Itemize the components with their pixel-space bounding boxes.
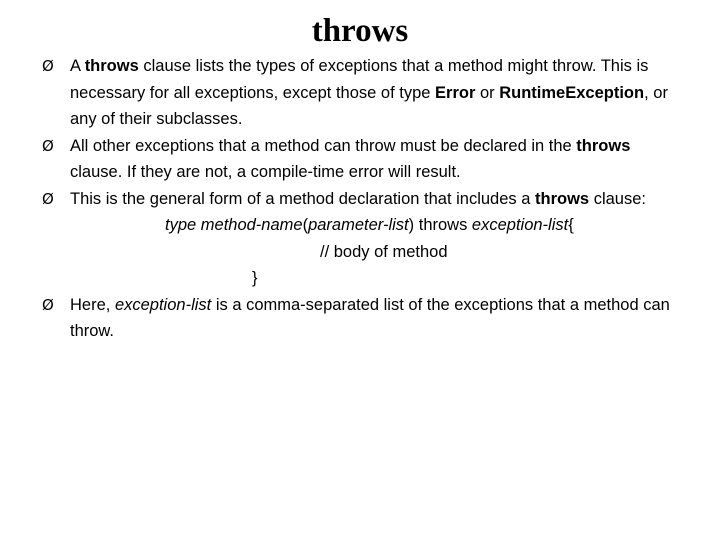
arrow-bullet-icon: Ø	[42, 57, 54, 75]
text-segment: or	[475, 83, 500, 102]
arrow-bullet-icon: Ø	[42, 189, 54, 208]
bullet-text	[70, 133, 682, 186]
bullet-item	[42, 292, 682, 345]
bullet-item	[42, 133, 682, 186]
bullet-text	[70, 186, 682, 213]
text-segment: throws	[576, 136, 631, 155]
text-segment: All other exceptions that a method can throw must be declared in the	[70, 136, 577, 155]
bullet-text	[70, 53, 682, 133]
arrow-bullet-icon: Ø	[42, 295, 54, 314]
code-segment: ) throws	[408, 216, 472, 234]
code-segment: type method-name	[165, 216, 303, 234]
text-segment: clause:	[589, 189, 646, 208]
code-segment: exception-list	[471, 216, 569, 234]
text-segment: RuntimeException	[499, 83, 645, 102]
code-segment: }	[252, 269, 258, 287]
text-segment: , or any of their subclasses.	[70, 83, 668, 128]
text-segment: clause lists the types of exceptions that a method might throw. This is necessary for all exceptions, except those of type	[70, 57, 649, 102]
text-segment: throws	[535, 189, 590, 208]
bullet-item	[42, 186, 682, 292]
text-segment: exception-list	[114, 295, 212, 314]
text-segment: clause. If they are not, a compile-time error will result.	[70, 163, 461, 181]
bullet-list	[42, 53, 682, 345]
code-segment: parameter-list	[308, 216, 409, 234]
text-segment: A	[70, 57, 85, 75]
bullet-item	[42, 53, 682, 133]
code-line	[70, 212, 682, 239]
arrow-bullet-icon: Ø	[42, 136, 54, 155]
text-segment: is a comma-separated list of the exceptions that a method can throw.	[70, 295, 670, 340]
code-segment: (	[302, 216, 309, 234]
text-segment: throws	[84, 57, 139, 75]
code-segment: // body of method	[320, 242, 448, 261]
text-segment: Here,	[70, 295, 115, 314]
code-segment: {	[568, 216, 574, 234]
text-segment: Error	[435, 83, 476, 102]
text-segment: This is the general form of a method declaration that includes a	[70, 189, 536, 208]
code-line	[70, 265, 682, 292]
slide-title: throws	[311, 13, 409, 49]
code-line	[70, 239, 682, 266]
bullet-text	[70, 292, 682, 345]
